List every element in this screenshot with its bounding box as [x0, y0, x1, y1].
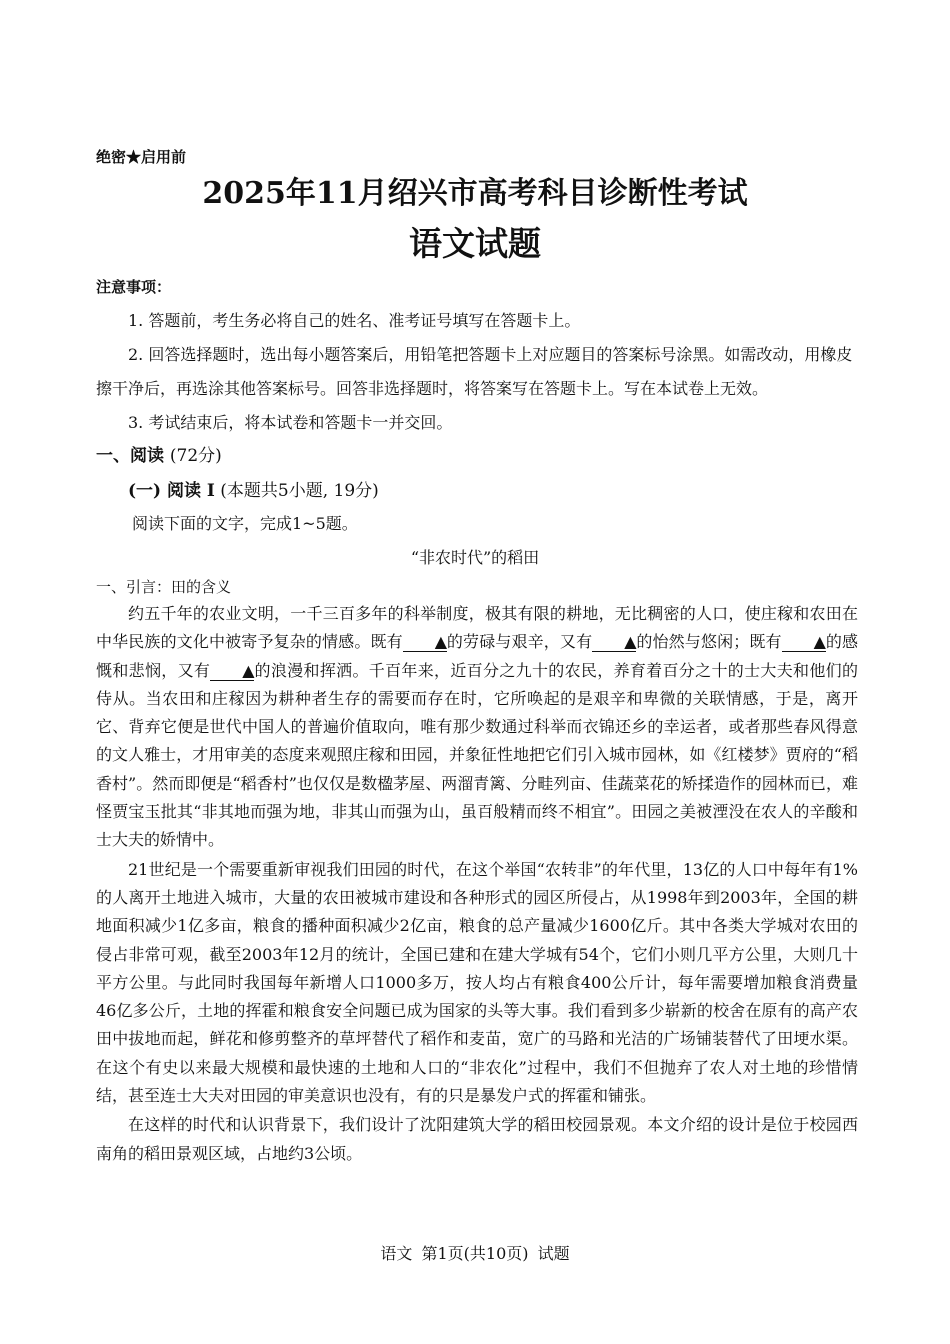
- notice-heading: 注意事项：: [96, 278, 172, 296]
- section-1-points: (72分): [169, 446, 222, 466]
- p1-text-e: 的浪漫和挥洒。千百年来，近百分之九十的农民，养育着百分之十的士大夫和他们的侍从。当农田和庄稼因为耕种者生存的需要而存在时，它所唤起的是艰辛和卑微的关联情感，于是，离开它、背弃它便是世代中国人的普遍价值取向，唯有那少数通过科举而衣锦还乡的幸运者，或者那些春风得意的文人雅士，才用审美的态度来观照庄稼和田园，并象征性地把它们引入城市园林，如《红楼梦》贾府的“稻香村”。然而即便是“稻香村”也仅仅是数楹茅屋、两溜青篱、分畦列亩、佳蔬菜花的矫揉造作的园林而已，难怪贾宝玉批其“非其地而强为地，非其山而强为山，虽百般精而终不相宜”。田园之美被湮没在农人的辛酸和士大夫的娇情中。: [96, 660, 858, 850]
- paragraph-2: 21世纪是一个需要重新审视我们田园的时代，在这个举国“农转非”的年代里，13亿的人口中每年有1%的人离开土地进入城市，大量的农田被城市建设和各种形式的园区所侵占，从1998年到2003年，全国的耕地面积减少1亿多亩，粮食的播种面积减少2亿亩，粮食的总产量减少1600亿斤。其中各类大学城对农田的侵占非常可观，截至2003年12月的统计，全国已建和在建大学城有54个，它们小则几平方公里，大则几十平方公里。与此同时我国每年新增人口1000多万，按人均占有粮食400公斤计，每年需要增加粮食消费量46亿多公斤，土地的挥霍和粮食安全问题已成为国家的头等大事。我们看到多少崭新的校舍在原有的高产农田中拔地而起，鲜花和修剪整齐的草坪替代了稻作和麦苗，宽广的马路和光洁的广场铺装替代了田埂水渠。在这个有史以来最大规模和最快速的土地和人口的“非农化”过程中，我们不但抛弃了农人对土地的珍惜情结，甚至连士大夫对田园的审美意识也没有，有的只是暴发户式的挥霍和铺张。: [96, 859, 858, 1106]
- fill-blank-4: ▲: [210, 662, 254, 681]
- section-1-heading: [96, 441, 222, 466]
- fill-blank-2: ▲: [592, 633, 636, 652]
- page-footer: 语文 第1页(共10页) 试题: [380, 1244, 570, 1263]
- p1-text-b: 的劳碌与艰辛，又有: [446, 632, 593, 652]
- section-1-label: 一、阅读: [96, 446, 164, 466]
- p1-text-d: 的感慨和悲悯，又有: [96, 632, 858, 680]
- article-subheading: 一、引言：田的含义: [96, 578, 232, 596]
- article-body: [96, 600, 858, 1168]
- paragraph-3: 在这样的时代和认识背景下，我们设计了沈阳建筑大学的稻田校园景观。本文介绍的设计是位于校园西南角的稻田景观区域，占地约3公顷。: [96, 1115, 858, 1163]
- paragraph-1: [96, 600, 858, 855]
- part-1-label: (一) 阅读 I: [128, 481, 215, 501]
- p1-text-a: 约五千年的农业文明，一千三百多年的科举制度，极其有限的耕地，无比稠密的人口，使庄稼和农田在中华民族的文化中被寄予复杂的情感。既有: [96, 604, 858, 652]
- reading-instruction: 阅读下面的文字，完成1~5题。: [132, 514, 358, 533]
- notice-item-2: 2. 回答选择题时，选出每小题答案后，用铅笔把答题卡上对应题目的答案标号涂黑。如需改动，用橡皮擦干净后，再选涂其他答案标号。回答非选择题时，将答案写在答题卡上。写在本试卷上无效。: [96, 345, 853, 398]
- notice-item-3: 3. 考试结束后，将本试卷和答题卡一并交回。: [128, 413, 453, 432]
- notice-list: [96, 304, 858, 440]
- fill-blank-3: ▲: [782, 633, 826, 652]
- part-1-detail: (本题共5小题, 19分): [220, 481, 379, 501]
- notice-item-1: 1. 答题前，考生务必将自己的姓名、准考证号填写在答题卡上。: [128, 311, 581, 330]
- paper-title: 语文试题: [409, 224, 541, 263]
- secret-mark: 绝密★启用前: [96, 148, 187, 166]
- fill-blank-1: ▲: [403, 633, 447, 652]
- part-1-heading: [128, 476, 379, 501]
- p1-text-c: 的怡然与悠闲；既有: [636, 632, 782, 652]
- exam-title: 2025年11月绍兴市高考科目诊断性考试: [202, 176, 748, 211]
- article-title: “非农时代”的稻田: [410, 548, 540, 567]
